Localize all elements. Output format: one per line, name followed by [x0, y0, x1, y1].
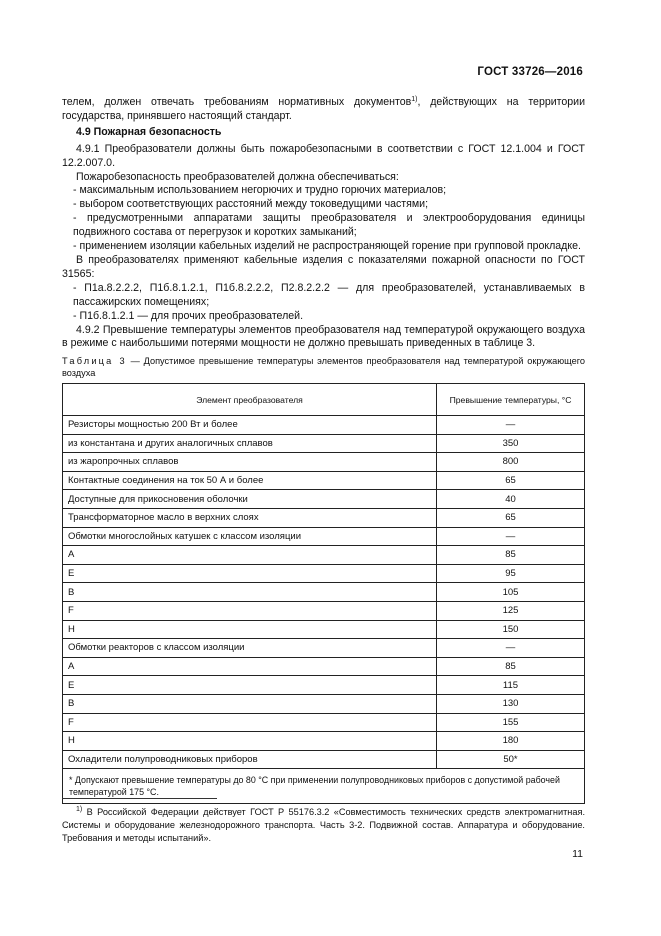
footnote-mark: 1) [76, 806, 83, 813]
cell-element: Контактные соединения на ток 50 А и более [63, 471, 437, 490]
cell-element: Н [63, 732, 437, 751]
cell-element: Трансформаторное масло в верхних слоях [63, 508, 437, 527]
cell-temperature: 95 [437, 564, 585, 583]
table-row [63, 508, 585, 527]
table-3 [62, 383, 585, 804]
cell-temperature: 85 [437, 657, 585, 676]
table-row [63, 676, 585, 695]
table-row [63, 434, 585, 453]
cell-element: Охладители полупроводниковых приборов [63, 750, 437, 769]
cell-temperature: 350 [437, 434, 585, 453]
paragraph-fire-intro: Пожаробезопасность преобразователей должна обеспечиваться: [76, 170, 399, 183]
table-row [63, 657, 585, 676]
table-row [63, 471, 585, 490]
cell-temperature: 800 [437, 453, 585, 472]
body-text [62, 93, 585, 351]
cell-element: А [63, 546, 437, 565]
cell-temperature: 130 [437, 694, 585, 713]
footnote-ref: 1) [411, 96, 418, 103]
cell-temperature: — [437, 416, 585, 435]
cell-element: В [63, 583, 437, 602]
table-row [63, 527, 585, 546]
table-row [63, 416, 585, 435]
footnote [62, 803, 585, 845]
continued-paragraph: телем, должен отвечать требованиям нормативных документов$^{1)}$, действующих на территории государства, принявшего настоящий стандарт. [62, 96, 585, 122]
table-row [63, 620, 585, 639]
cell-temperature: 40 [437, 490, 585, 509]
cell-element: Е [63, 676, 437, 695]
footnote-separator [62, 798, 217, 799]
table-row [63, 639, 585, 658]
column-header-element: Элемент преобразователя [63, 384, 437, 416]
cell-element: Н [63, 620, 437, 639]
table-caption-text: — Допустимое превышение температуры элементов преобразователя над температурой окружающего воздуха [62, 356, 586, 379]
cell-temperature: — [437, 639, 585, 658]
section-title: 4.9 Пожарная безопасность [76, 125, 222, 138]
cell-temperature: 180 [437, 732, 585, 751]
cell-element: F [63, 601, 437, 620]
table-header-row [63, 384, 585, 416]
paragraph-4-9-1: 4.9.1 Преобразователи должны быть пожаробезопасными в соответствии с ГОСТ 12.1.004 и ГОСТ 12.2.007.0. [62, 142, 585, 169]
table-note: * Допускают превышение температуры до 80 °С при применении полупроводниковых приборов с допустимой рабочей температурой 175 °С. [63, 769, 585, 804]
cell-element: Резисторы мощностью 200 Вт и более [63, 416, 437, 435]
table-row [63, 546, 585, 565]
fire-item: - предусмотренными аппаратами защиты преобразователя и электрооборудования единицы подвижного состава от перегрузок и коротких замыканий; [73, 212, 585, 239]
cell-element: В [63, 694, 437, 713]
page-number: 11 [572, 848, 583, 860]
table-row [63, 601, 585, 620]
table-row [63, 490, 585, 509]
cell-temperature: 65 [437, 508, 585, 527]
cell-element: из жаропрочных сплавов [63, 453, 437, 472]
cell-temperature: — [437, 527, 585, 546]
table-row [63, 583, 585, 602]
footnote-text: В Российской Федерации действует ГОСТ Р 55176.3.2 «Совместимость технических средств электромагнитная. Системы и оборудование железнодорожного транспорта. Часть 3-2. Подвижной состав. Аппаратура и оборудование. Требования и методы испытаний». [62, 807, 585, 843]
table-body [63, 416, 585, 804]
cell-element: Доступные для прикосновения оболочки [63, 490, 437, 509]
table-caption-label: Таблица 3 [62, 356, 127, 366]
paragraph-4-9-2: 4.9.2 Превышение температуры элементов преобразователя над температурой окружающего воздуха в режиме с наибольшими потерями мощности не должно превышать приведенных в таблице 3. [62, 323, 585, 350]
cell-temperature: 150 [437, 620, 585, 639]
table-row [63, 732, 585, 751]
cell-temperature: 125 [437, 601, 585, 620]
cell-element: Е [63, 564, 437, 583]
table-row [63, 564, 585, 583]
cell-temperature: 155 [437, 713, 585, 732]
cable-item: - П1б.8.1.2.1 — для прочих преобразователей. [73, 309, 304, 322]
cell-temperature: 50* [437, 750, 585, 769]
table-row [63, 750, 585, 769]
cell-element: из константана и других аналогичных сплавов [63, 434, 437, 453]
cable-item: - П1а.8.2.2.2, П1б.8.1.2.1, П1б.8.2.2.2, П2.8.2.2.2 — для преобразователей, устанавливаемых в пассажирских помещениях; [73, 281, 585, 308]
cell-temperature: 65 [437, 471, 585, 490]
cell-temperature: 115 [437, 676, 585, 695]
fire-item: - применением изоляции кабельных изделий не распространяющей горение при групповой прокладке. [73, 240, 581, 253]
fire-item: - максимальным использованием негорючих и трудно горючих материалов; [73, 184, 447, 197]
cell-temperature: 105 [437, 583, 585, 602]
column-header-temperature: Превышение температуры, °С [437, 384, 585, 416]
document-code-header: ГОСТ 33726—2016 [477, 66, 583, 78]
cell-element: F [63, 713, 437, 732]
cell-temperature: 85 [437, 546, 585, 565]
table-caption [62, 355, 585, 379]
table-row [63, 694, 585, 713]
paragraph-cables: В преобразователях применяют кабельные изделия с показателями пожарной опасности по ГОСТ 31565: [62, 253, 585, 280]
table-row [63, 453, 585, 472]
cell-element: Обмотки реакторов с классом изоляции [63, 639, 437, 658]
table-row [63, 713, 585, 732]
fire-item: - выбором соответствующих расстояний между токоведущими частями; [73, 198, 429, 211]
cell-element: А [63, 657, 437, 676]
cell-element: Обмотки многослойных катушек с классом изоляции [63, 527, 437, 546]
